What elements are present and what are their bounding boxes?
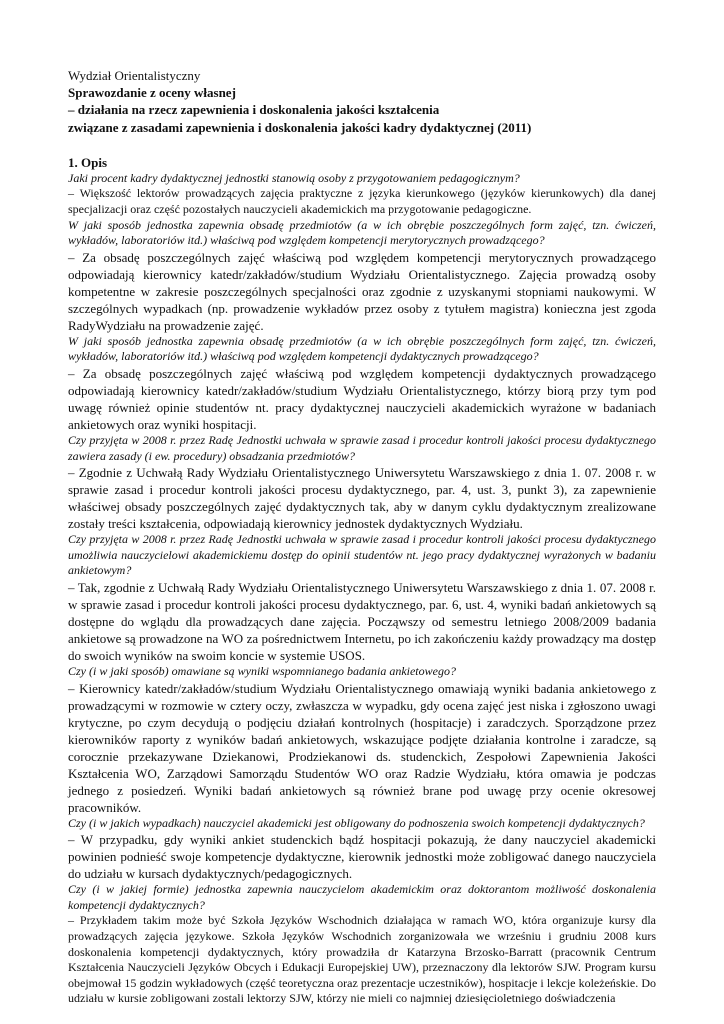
question-1: Jaki procent kadry dydaktycznej jednostki stanowią osoby z przygotowaniem pedagogicznym? — [68, 170, 520, 185]
answer-2: – Za obsadę poszczególnych zajęć właściwą pod względem kompetencji merytorycznych prowadzącego odpowiadają kierownicy katedr/zakładów/studium Wydziału Orientalistycznego. Zajęcia prowadzą osoby kompetentne w zakresie poszczególnych specjalności oraz zgodnie z uzyskanymi stopniami naukowymi. W szczególnych wypadkach (np. prowadzenie wykładów przez osoby z tytułem magistra) konieczna jest zgoda RadyWydziału na prowadzenie zajęć. — [68, 249, 656, 333]
question-5: Czy przyjęta w 2008 r. przez Radę Jednostki uchwała w sprawie zasad i procedur kontroli jakości procesu dydaktycznego umożliwia nauczycielowi akademickiemu dostęp do opinii studentów nt. jego pracy dydaktycznej wyrażonych w badaniu ankietowym? — [68, 532, 656, 578]
answer-3: – Za obsadę poszczególnych zajęć właściwą pod względem kompetencji dydaktycznych prowadzącego odpowiadają kierownicy katedr/zakładów/studium Wydziału Orientalistycznego, którzy biorą przy tym pod uwagę również opinie studentów nt. pracy dydaktycznej nauczycieli akademickich wyrażone w badaniach ankietowych oraz wyniki hospitacji. — [68, 365, 656, 432]
answer-1: – Większość lektorów prowadzących zajęcia praktyczne z języka kierunkowego (języków kierunkowych) dla danej specjalizacji oraz część pozostałych nauczycieli akademickich ma przygotowanie pedagogiczne. — [68, 186, 656, 216]
report-title: Sprawozdanie z oceny własnej — [68, 85, 236, 101]
answer-8: – Przykładem takim może być Szkoła Języków Wschodnich działająca w ramach WO, która organizuje kursy dla prowadzących zajęcia językowe. Szkoła Języków Wschodnich zorganizowała we wrześniu i grudniu 2008 kurs doskonalenia kompetencji dydaktycznych, który prowadziła dr Katarzyna Brzosko-Barratt (pracownik Centrum Kształcenia Nauczycieli Języków Obcych i Edukacji Europejskiej UW), przeznaczony dla lektorów SJW. Program kursu obejmował 15 godzin wykładowych (część teoretyczna oraz prezentacje uczestników), hospitacje i lekcje koleżeńskie. Do udziału w kursie zobligowani zostali lektorzy SJW, którzy nie mieli co najmniej dziesięcioletniego doświadczenia — [68, 913, 656, 1006]
answer-5: – Tak, zgodnie z Uchwałą Rady Wydziału Orientalistycznego Uniwersytetu Warszawskiego z dnia 1. 07. 2008 r. w sprawie zasad i procedur kontroli jakości procesu dydaktycznego, par. 6, ust. 4, wyniki badań ankietowych są dostępne do wglądu dla prowadzących dane zajęcia. Począwszy od semestru letniego 2008/2009 badania ankietowe są prowadzone na WO za pośrednictwem Internetu, po ich zakończeniu każdy prowadzący ma dostęp do swoich wyników na swoim koncie w systemie USOS. — [68, 579, 656, 663]
question-7: Czy (i w jakich wypadkach) nauczyciel akademicki jest obligowany do podnoszenia swoich kompetencji dydaktycznych? — [68, 815, 645, 830]
question-3: W jaki sposób jednostka zapewnia obsadę przedmiotów (a w ich obrębie poszczególnych form zajęć, tzn. ćwiczeń, wykładów, laboratoriów itd.) właściwą pod względem kompetencji dydaktycznych prowadzącego? — [68, 333, 656, 364]
faculty-name: Wydział Orientalistyczny — [68, 68, 201, 83]
answer-6: – Kierownicy katedr/zakładów/studium Wydziału Orientalistycznego omawiają wyniki badania ankietowego z prowadzącymi w rozmowie w cztery oczy, zwłaszcza w wypadku, gdy ocena zajęć jest niska i zgłoszono uwagi krytyczne, po czym decydują o podjęciu działań kontrolnych (hospitacje) i zaradczych. Sporządzone przez kierowników raporty z wyników badań ankietowych, wskazujące podjęte działania kontrolne i zaradcze, są corocznie przekazywane Dziekanowi, Prodziekanowi ds. studenckich, Zespołowi Zapewnienia Jakości Kształcenia WO, Zarządowi Samorządu Studentów WO oraz Radzie Wydziału, która omawia je podczas jednego z posiedzeń. Wyniki badań ankietowych są również brane pod uwagę przy ocenie okresowej pracowników. — [68, 680, 656, 815]
question-6: Czy (i w jaki sposób) omawiane są wyniki wspomnianego badania ankietowego? — [68, 663, 456, 678]
report-subtitle: – działania na rzecz zapewnienia i doskonalenia jakości kształcenia — [68, 102, 440, 118]
answer-7: – W przypadku, gdy wyniki ankiet studenckich bądź hospitacji pokazują, że dany nauczyciel akademicki powinien podnieść swoje kompetencje dydaktyczne, kierownik jednostki może zobligować danego nauczyciela do udziału w kursach dydaktycznych/pedagogicznych. — [68, 832, 656, 882]
section-title: 1. Opis — [68, 154, 108, 170]
answer-4: – Zgodnie z Uchwałą Rady Wydziału Orientalistycznego Uniwersytetu Warszawskiego z dnia 1. 07. 2008 r. w sprawie zasad i procedur kontroli jakości procesu dydaktycznego, par. 4, ust. 3, punkt 3), za zapewnienie właściwej obsady poszczególnych zajęć dydaktycznych tak, aby w danym cyklu dydaktycznym zrealizowane zostały treści kształcenia, odpowiadają kierownicy jednostek dydaktycznych Wydziału. — [68, 465, 656, 532]
report-scope: związane z zasadami zapewnienia i doskonalenia jakości kadry dydaktycznej (2011) — [68, 119, 532, 135]
question-8: Czy (i w jakiej formie) jednostka zapewnia nauczycielom akademickim oraz doktorantom możliwość doskonalenia kompetencji dydaktycznych? — [68, 882, 656, 912]
document-page — [68, 67, 656, 1007]
question-4: Czy przyjęta w 2008 r. przez Radę Jednostki uchwała w sprawie zasad i procedur kontroli jakości procesu dydaktycznego zawiera zasady (i ew. procedury) obsadzania przedmiotów? — [68, 432, 656, 463]
question-2: W jaki sposób jednostka zapewnia obsadę przedmiotów (a w ich obrębie poszczególnych form zajęć, tzn. ćwiczeń, wykładów, laboratoriów itd.) właściwą pod względem kompetencji merytorycznych prowadzącego? — [68, 217, 656, 248]
